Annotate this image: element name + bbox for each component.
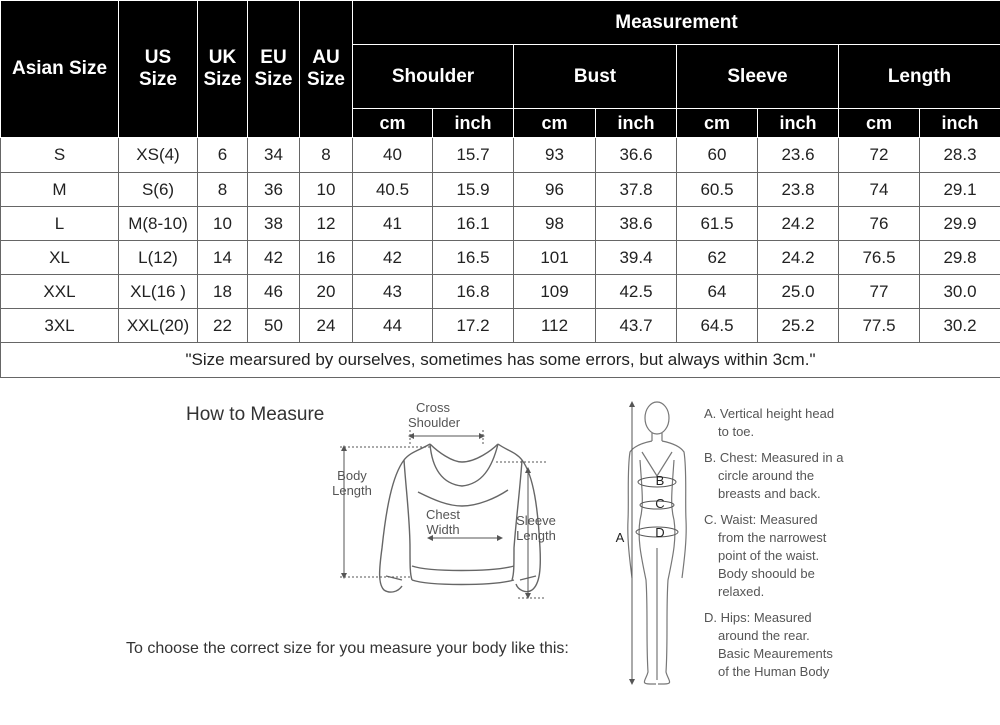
table-cell: 42: [353, 241, 433, 275]
step-c: C. Waist: Measured from the narrowest point of the waist. Body shoould be relaxed.: [704, 512, 827, 599]
table-cell: XXL(20): [119, 309, 198, 343]
table-cell: 28.3: [920, 138, 1000, 173]
table-cell: 36.6: [596, 138, 677, 173]
table-cell: XL: [1, 241, 119, 275]
table-cell: 24.2: [758, 207, 839, 241]
table-cell: 25.2: [758, 309, 839, 343]
table-cell: 60.5: [677, 173, 758, 207]
header-unit-cm: cm: [677, 109, 758, 138]
cross-shoulder-label: Cross Shoulder: [408, 400, 461, 430]
measurement-steps: [704, 405, 874, 689]
table-cell: 77: [839, 275, 920, 309]
header-shoulder: Shoulder: [353, 45, 514, 109]
header-au-size: AU Size: [300, 1, 353, 138]
table-cell: 98: [514, 207, 596, 241]
table-cell: 29.9: [920, 207, 1000, 241]
table-cell: 30.0: [920, 275, 1000, 309]
table-cell: 36: [248, 173, 300, 207]
table-cell: 72: [839, 138, 920, 173]
body-letter-d: D: [655, 525, 665, 540]
table-cell: L: [1, 207, 119, 241]
header-eu-size: EU Size: [248, 1, 300, 138]
header-bust: Bust: [514, 45, 677, 109]
table-cell: L(12): [119, 241, 198, 275]
header-unit-cm: cm: [839, 109, 920, 138]
body-letter-b: B: [655, 473, 665, 488]
table-cell: 101: [514, 241, 596, 275]
table-cell: XS(4): [119, 138, 198, 173]
table-cell: 18: [198, 275, 248, 309]
header-unit-cm: cm: [353, 109, 433, 138]
table-cell: XXL: [1, 275, 119, 309]
table-cell: 39.4: [596, 241, 677, 275]
table-cell: 29.1: [920, 173, 1000, 207]
table-cell: 43.7: [596, 309, 677, 343]
step-d: D. Hips: Measured around the rear. Basic Meaurements of the Human Body: [704, 610, 833, 679]
body-letter-a: A: [615, 530, 625, 545]
table-cell: M(8-10): [119, 207, 198, 241]
table-cell: 109: [514, 275, 596, 309]
table-cell: 17.2: [433, 309, 514, 343]
table-cell: 29.8: [920, 241, 1000, 275]
table-cell: 23.8: [758, 173, 839, 207]
table-cell: 60: [677, 138, 758, 173]
header-unit-inch: inch: [433, 109, 514, 138]
table-cell: 25.0: [758, 275, 839, 309]
header-us-size: US Size: [119, 1, 198, 138]
sleeve-length-label: Sleeve Length: [516, 513, 556, 543]
table-cell: 10: [300, 173, 353, 207]
chest-width-label: Chest Width: [426, 507, 460, 537]
how-to-measure-title: How to Measure: [186, 404, 325, 425]
table-cell: 16.1: [433, 207, 514, 241]
header-unit-inch: inch: [596, 109, 677, 138]
header-asian-size: Asian Size: [1, 1, 119, 138]
step-a: A. Vertical height head to toe.: [704, 406, 835, 439]
body-measure-lines: [632, 404, 678, 682]
table-cell: 34: [248, 138, 300, 173]
table-cell: 62: [677, 241, 758, 275]
table-cell: 61.5: [677, 207, 758, 241]
table-cell: 24.2: [758, 241, 839, 275]
table-cell: 16.8: [433, 275, 514, 309]
table-cell: 50: [248, 309, 300, 343]
table-cell: 64: [677, 275, 758, 309]
header-uk-size: UK Size: [198, 1, 248, 138]
human-body-drawing: [628, 402, 686, 684]
table-cell: 42: [248, 241, 300, 275]
table-cell: 38.6: [596, 207, 677, 241]
choose-size-instruction: To choose the correct size for you measure your body like this:: [126, 640, 569, 657]
table-cell: 15.9: [433, 173, 514, 207]
table-cell: 96: [514, 173, 596, 207]
table-cell: 64.5: [677, 309, 758, 343]
table-cell: 37.8: [596, 173, 677, 207]
header-unit-cm: cm: [514, 109, 596, 138]
table-cell: 40.5: [353, 173, 433, 207]
body-letter-c: C: [655, 496, 665, 511]
header-length: Length: [839, 45, 1000, 109]
table-cell: M: [1, 173, 119, 207]
header-unit-inch: inch: [920, 109, 1000, 138]
table-cell: 112: [514, 309, 596, 343]
table-cell: 14: [198, 241, 248, 275]
table-cell: 30.2: [920, 309, 1000, 343]
table-cell: 40: [353, 138, 433, 173]
header-sleeve: Sleeve: [677, 45, 839, 109]
table-cell: 8: [198, 173, 248, 207]
body-length-label: Body Length: [332, 468, 372, 498]
table-cell: S(6): [119, 173, 198, 207]
table-cell: 23.6: [758, 138, 839, 173]
table-cell: 20: [300, 275, 353, 309]
table-cell: 15.7: [433, 138, 514, 173]
table-cell: XL(16 ): [119, 275, 198, 309]
step-b: B. Chest: Measured in a circle around the breasts and back.: [704, 450, 844, 501]
table-cell: 76: [839, 207, 920, 241]
table-cell: 10: [198, 207, 248, 241]
table-cell: 8: [300, 138, 353, 173]
table-cell: 12: [300, 207, 353, 241]
table-cell: 76.5: [839, 241, 920, 275]
table-cell: 16: [300, 241, 353, 275]
table-cell: 22: [198, 309, 248, 343]
table-cell: 16.5: [433, 241, 514, 275]
table-cell: 74: [839, 173, 920, 207]
table-cell: 43: [353, 275, 433, 309]
table-cell: 6: [198, 138, 248, 173]
table-cell: 3XL: [1, 309, 119, 343]
header-unit-inch: inch: [758, 109, 839, 138]
header-measurement: Measurement: [353, 1, 1000, 45]
measurement-note: "Size mearsured by ourselves, sometimes has some errors, but always within 3cm.": [1, 343, 1000, 378]
table-cell: S: [1, 138, 119, 173]
table-cell: 42.5: [596, 275, 677, 309]
table-cell: 41: [353, 207, 433, 241]
table-cell: 38: [248, 207, 300, 241]
table-cell: 24: [300, 309, 353, 343]
table-cell: 46: [248, 275, 300, 309]
table-cell: 93: [514, 138, 596, 173]
table-cell: 77.5: [839, 309, 920, 343]
table-cell: 44: [353, 309, 433, 343]
